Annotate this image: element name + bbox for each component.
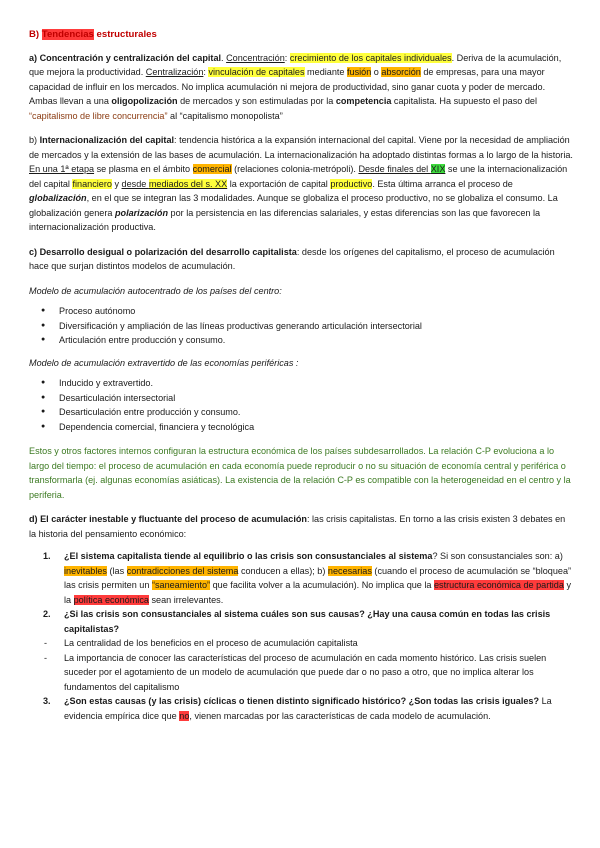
list-item: ● Desarticulación entre producción y consumo. <box>29 405 574 420</box>
list-item: ● Proceso autónomo <box>29 304 574 319</box>
list-item: ● Articulación entre producción y consumo. <box>29 333 574 348</box>
causes-list <box>29 636 574 694</box>
paragraph-a: a) Concentración y centralización del capital. Concentración: crecimiento de los capitales individuales. Deriva de la acumulación, que mejora la productividad. Centralización: vinculación de capitales mediante fusión o absorción de empresas, para una mayor capacidad de influir en los mercados. No implica acumulación ni mejora de productividad, sino ganar cuota y poder de mercado. Ambas llevan a una oligopolización de mercados y son estimuladas por la competencia capitalista. Ha supuesto el paso del “capitalismo de libre concurrencia” al “capitalismo monopolista” <box>29 52 562 121</box>
debate-1: 1. ¿El sistema capitalista tiende al equilibrio o las crisis son consustanciales al sistema? Si son consustanciales son: a) inevitables (las contradicciones del sistema conducen a ellas); b) necesarias (cuando el proceso de acumulación se “bloquea” las crisis permiten un “saneamiento” que facilita volver a la acumulación). No implica que la estructura económica de partida y la política económica sean irrelevantes. <box>43 551 572 605</box>
heading-d: d) El carácter inestable y fluctuante del proceso de acumulación <box>29 514 307 524</box>
model2-title: Modelo de acumulación extravertido de las economías periféricas : <box>29 357 299 368</box>
list-item: ● Inducido y extravertido. <box>29 376 574 391</box>
model2-list <box>29 376 574 434</box>
heading-a: a) Concentración y centralización del capital <box>29 52 222 63</box>
document-page <box>29 28 574 723</box>
paragraph-c: c) Desarrollo desigual o polarización del desarrollo capitalista: desde los orígenes del capitalismo, el proceso de acumulación hace que surjan distintos modelos de acumulación. <box>29 246 555 271</box>
list-item: ● Diversificación y ampliación de las líneas productivas generando articulación intersectorial <box>29 319 574 334</box>
debate-2: 2. ¿Si las crisis son consustanciales al sistema cuáles son sus causas? ¿Hay una causa común en todas las crisis capitalistas? <box>43 609 551 634</box>
debates-list-cont <box>29 694 574 723</box>
list-item: ● Desarticulación intersectorial <box>29 391 574 406</box>
highlight-tendencias: Tendencias <box>41 29 94 40</box>
paragraph-d: d) El carácter inestable y fluctuante del proceso de acumulación: las crisis capitalistas. En torno a las crisis existen 3 debates en la historia del pensamiento económico: <box>29 514 566 539</box>
green-paragraph: Estos y otros factores internos configuran la estructura económica de los países subdesarrollados. La relación C-P evoluciona a lo largo del tiempo: el proceso de acumulación en cada economía puede reproducir o no su situación de economía central y periférica o transformarla (ej. algunas economías asiáticas). La existencia de la relación C-P es compatible con la heterogeneidad en el centro y la periferia. <box>29 446 571 500</box>
list-item: - La importancia de conocer las características del proceso de acumulación en cada momento histórico. Las crisis suelen suceder por el agotamiento de un modelo de acumulación que puede dar o no paso a otro, que no implica alterar los fundamentos del capitalismo <box>29 651 574 695</box>
section-title: B) Tendencias estructurales <box>29 29 157 40</box>
debate-3: 3. ¿Son estas causas (y las crisis) cíclicas o tienen distinto significado histórico? ¿Son todas las crisis iguales? La evidencia empírica dice que no, vienen marcadas por las características de cada modelo de acumulación. <box>43 696 552 721</box>
model1-list <box>29 304 574 348</box>
paragraph-b: b) Internacionalización del capital: tendencia histórica a la expansión internacional del capital. Viene por la necesidad de ampliación de mercados y la extensión de las bases de acumulación. La internacionalización ha adoptado distintas formas a lo largo de la historia. En una 1ª etapa se plasma en el ámbito comercial (relaciones colonia-metrópoli). Desde finales del XIX se une la internacionalización del capital financiero y desde mediados del s. XX la exportación de capital productivo. Esta última arranca el proceso de globalización, en el que se integran las 3 modalidades. Aunque se globaliza el proceso productivo, no se globaliza el consumo. La globalización genera polarización por la persistencia en las diferencias salariales, y estas diferencias son las que favorecen la internacionalización productiva. <box>29 135 573 232</box>
heading-c: c) Desarrollo desigual o polarización del desarrollo capitalista <box>29 246 297 257</box>
debates-list <box>29 549 574 636</box>
list-item: ● Dependencia comercial, financiera y tecnológica <box>29 420 574 435</box>
list-item: - La centralidad de los beneficios en el proceso de acumulación capitalista <box>29 636 574 651</box>
model1-title: Modelo de acumulación autocentrado de los países del centro: <box>29 285 282 296</box>
heading-b: Internacionalización del capital <box>39 135 175 145</box>
